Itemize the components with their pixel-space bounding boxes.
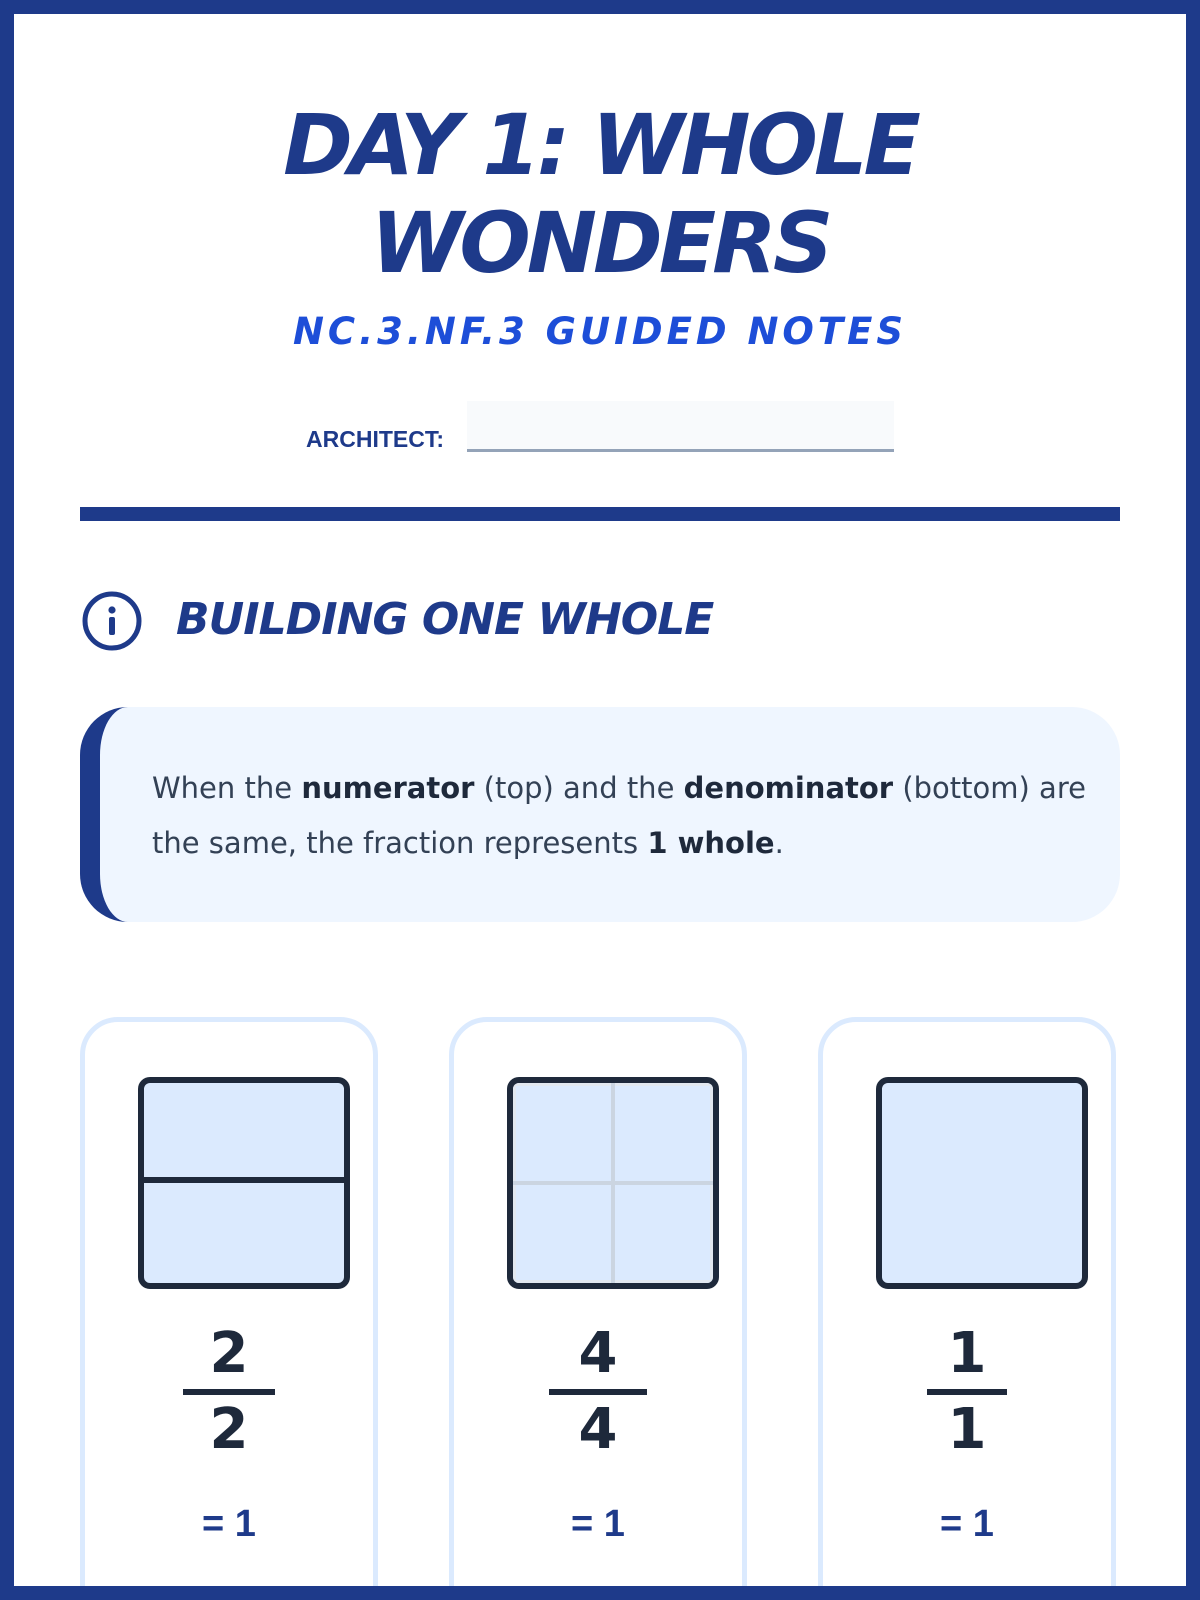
architect-label: ARCHITECT: [306,426,444,452]
callout-text: (top) and the [474,771,684,805]
equals-label: = 1 [202,1503,256,1545]
equals-label: = 1 [571,1503,625,1545]
fraction-bar [549,1389,647,1395]
callout-term-numerator: numerator [301,771,475,805]
callout-text: . [774,826,784,860]
callout-term-whole: 1 whole [647,826,775,860]
fraction-card-whole [818,1017,1116,1600]
callout-text: (bottom) are the same, the fraction represents [152,771,1086,860]
definition-callout [80,707,1120,922]
section-heading: BUILDING ONE WHOLE [176,594,714,645]
architect-name-input[interactable] [467,401,894,452]
fraction [823,1322,1111,1462]
fourths-model [507,1077,719,1289]
fraction [454,1322,742,1462]
fraction-denominator: 2 [209,1397,249,1462]
fraction-numerator: 4 [578,1321,618,1386]
halves-model [138,1077,350,1289]
fraction-card-fourths [449,1017,747,1600]
equals-label: = 1 [940,1503,994,1545]
halves-divider-line [144,1177,344,1183]
fraction [85,1322,373,1462]
fraction-denominator: 4 [578,1397,618,1462]
whole-model [876,1077,1088,1289]
page-title [14,96,1186,292]
fraction-numerator: 1 [947,1321,987,1386]
page-subtitle: NC.3.NF.3 GUIDED NOTES [292,310,908,353]
fraction-card-halves [80,1017,378,1600]
header-divider [80,507,1120,521]
info-icon [82,591,142,651]
fourths-horizontal-line [513,1181,713,1185]
page-title-line-2: WONDERS [370,194,830,292]
fraction-bar [927,1389,1007,1395]
fraction-bar [183,1389,275,1395]
callout-term-denominator: denominator [683,771,894,805]
fraction-denominator: 1 [947,1397,987,1462]
fraction-numerator: 2 [209,1321,249,1386]
callout-text: When the [152,771,302,805]
page-title-line-1: DAY 1: WHOLE [283,96,917,194]
